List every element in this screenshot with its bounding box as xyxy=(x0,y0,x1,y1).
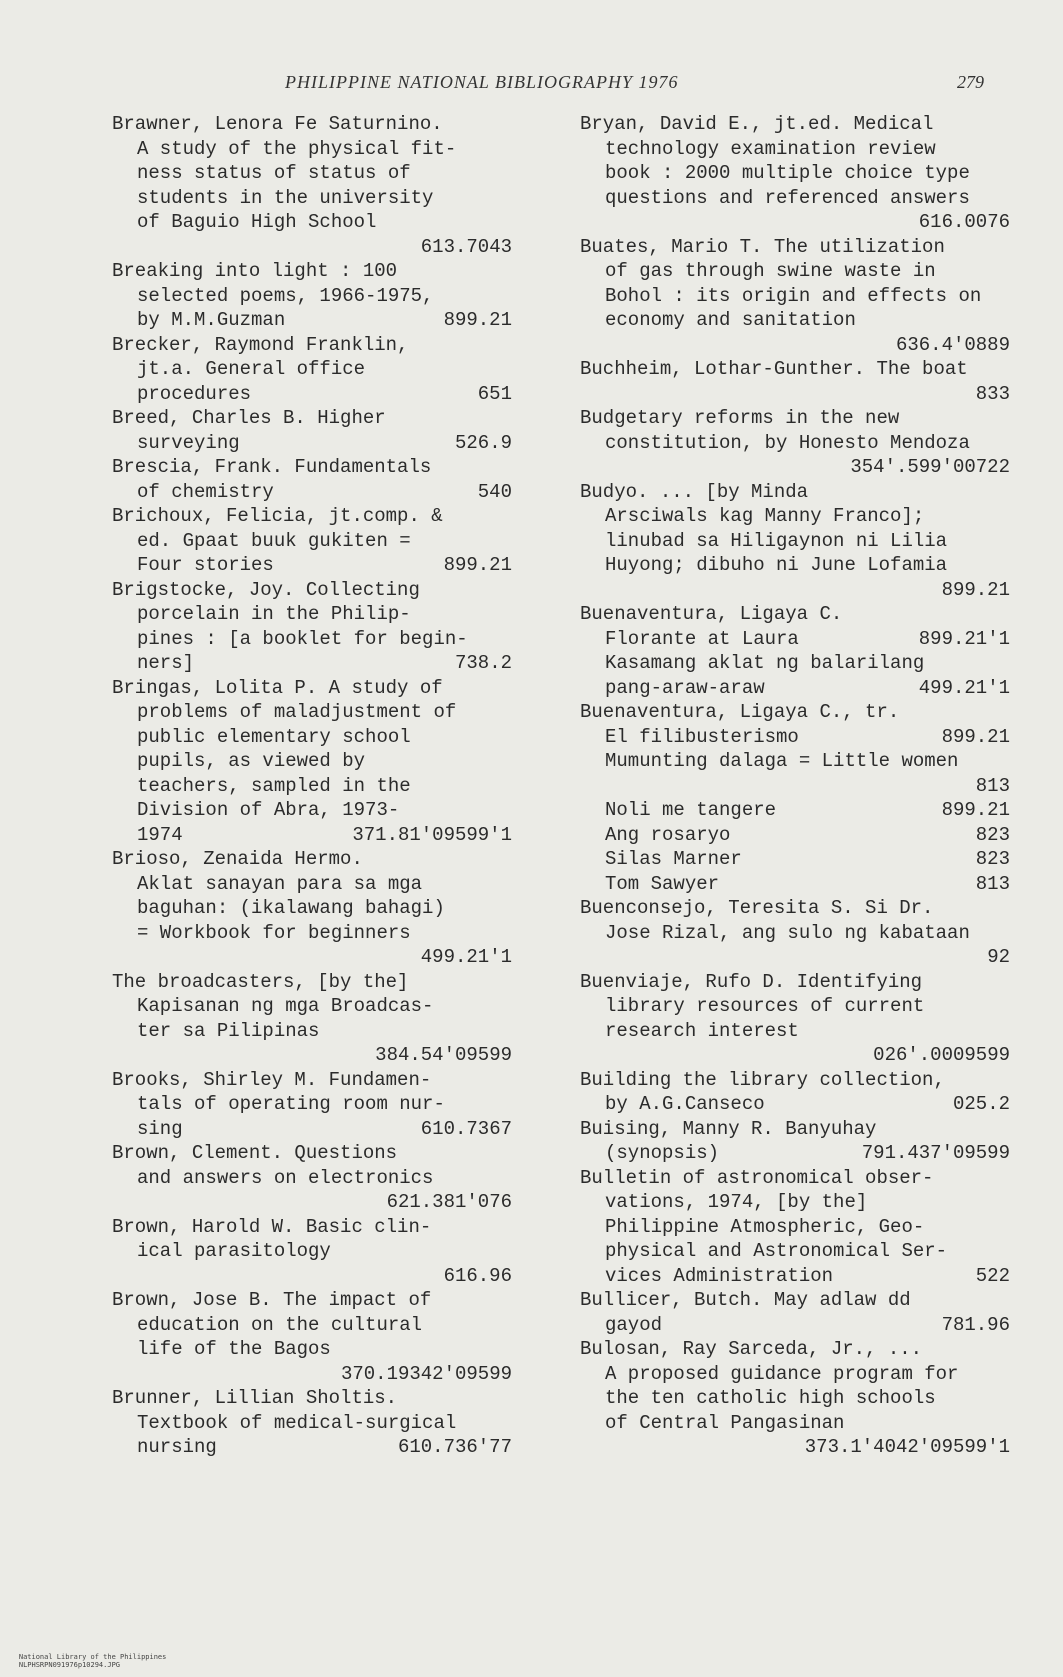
entry-text: research interest xyxy=(605,1019,799,1042)
entry-line xyxy=(580,1239,1010,1264)
entry-text: ed. Gpaat buuk gukiten = xyxy=(137,529,411,552)
entry-line xyxy=(580,1362,1010,1387)
entry-text: Ang rosaryo xyxy=(605,823,731,846)
entry-line xyxy=(580,382,1010,407)
class-number: 813 xyxy=(975,774,1010,797)
entry-text: Four stories xyxy=(137,554,274,576)
entry-text: problems of maladjustment of xyxy=(137,701,457,723)
entry-line xyxy=(580,1092,1010,1117)
entry-text: ter sa Pilipinas xyxy=(137,1019,320,1042)
entry-line xyxy=(580,945,1010,970)
entry-text: of Central Pangasinan xyxy=(605,1411,845,1434)
entry-text: education on the cultural xyxy=(137,1313,423,1336)
entry-line xyxy=(112,1141,512,1166)
bibliography-entry xyxy=(580,651,1010,700)
bibliography-entry xyxy=(112,406,512,455)
entry-text: the ten catholic high schools xyxy=(605,1387,936,1409)
entry-line xyxy=(112,161,512,186)
bibliography-entry xyxy=(580,406,1010,480)
entry-text: Buising, Manny R. Banyuhay xyxy=(580,1117,877,1140)
class-number: 833 xyxy=(975,382,1010,405)
entry-text: procedures xyxy=(137,382,252,405)
entry-line xyxy=(112,406,512,431)
entry-line xyxy=(112,578,512,603)
entry-text: Brunner, Lillian Sholtis. xyxy=(112,1387,398,1409)
entry-line xyxy=(580,1435,1010,1460)
entry-line xyxy=(580,455,1010,480)
entry-text: book : 2000 multiple choice type xyxy=(605,162,970,184)
entry-line xyxy=(112,480,512,505)
bibliography-entry xyxy=(112,1068,512,1142)
entry-text: A proposed guidance program for xyxy=(605,1362,959,1385)
entry-line xyxy=(112,1313,512,1338)
entry-line xyxy=(580,578,1010,603)
entry-text: Huyong; dibuho ni June Lofamia xyxy=(605,554,948,576)
entry-text: Buenconsejo, Teresita S. Si Dr. xyxy=(580,897,934,919)
entry-text: ness status of status of xyxy=(137,162,411,184)
class-number: 621.381'076 xyxy=(386,1191,512,1213)
class-number: 026'.0009599 xyxy=(873,1044,1010,1066)
class-number: 899.21 xyxy=(443,554,512,576)
class-number: 92 xyxy=(987,946,1010,968)
entry-line xyxy=(112,382,512,407)
entry-line xyxy=(112,749,512,774)
entry-line xyxy=(580,676,1010,701)
entry-text: Brecker, Raymond Franklin, xyxy=(112,333,409,356)
entry-line xyxy=(580,1166,1010,1191)
entry-line xyxy=(580,210,1010,235)
entry-text: Mumunting dalaga = Little women xyxy=(605,750,959,772)
entry-text: Arsciwals kag Manny Franco]; xyxy=(605,505,925,527)
class-number: 540 xyxy=(477,480,512,503)
entry-text: pines : [a booklet for begin- xyxy=(137,627,468,650)
entry-line xyxy=(112,235,512,260)
entry-text: sing xyxy=(137,1117,183,1140)
entry-line xyxy=(580,774,1010,799)
entry-text: Bullicer, Butch. May adlaw dd xyxy=(580,1289,911,1311)
entry-line xyxy=(580,112,1010,137)
bibliography-entry xyxy=(112,1215,512,1289)
class-number: 373.1'4042'09599'1 xyxy=(804,1436,1010,1458)
entry-text: Brown, Jose B. The impact of xyxy=(112,1289,432,1311)
entry-line xyxy=(580,504,1010,529)
entry-line xyxy=(112,725,512,750)
entry-text: Tom Sawyer xyxy=(605,872,720,895)
bibliography-entry xyxy=(112,676,512,848)
entry-line xyxy=(580,1386,1010,1411)
entry-line xyxy=(112,921,512,946)
entry-line xyxy=(112,651,512,676)
entry-line xyxy=(580,921,1010,946)
entry-line xyxy=(112,896,512,921)
page-title: PHILIPPINE NATIONAL BIBLIOGRAPHY 1976 xyxy=(285,72,679,92)
entry-line xyxy=(112,1288,512,1313)
entry-line xyxy=(112,798,512,823)
bibliography-entry xyxy=(112,112,512,259)
entry-text: Brown, Harold W. Basic clin- xyxy=(112,1215,432,1238)
entry-line xyxy=(112,284,512,309)
entry-line xyxy=(580,1117,1010,1142)
bibliography-entry xyxy=(580,1166,1010,1289)
entry-text: selected poems, 1966-1975, xyxy=(137,284,434,307)
class-number: 791.437'09599 xyxy=(861,1142,1010,1164)
entry-line xyxy=(112,333,512,358)
entry-text: Breed, Charles B. Higher xyxy=(112,407,386,429)
class-number: 526.9 xyxy=(454,431,512,454)
entry-text: physical and Astronomical Ser- xyxy=(605,1240,948,1262)
entry-line xyxy=(112,1068,512,1093)
entry-text: Buenviaje, Rufo D. Identifying xyxy=(580,970,923,993)
entry-text: Building the library collection, xyxy=(580,1068,945,1091)
entry-line xyxy=(580,1043,1010,1068)
entry-text: jt.a. General office xyxy=(137,358,366,380)
entry-line xyxy=(112,1166,512,1191)
entry-line xyxy=(112,1337,512,1362)
class-number: 499.21'1 xyxy=(918,676,1010,699)
bibliography-entry xyxy=(580,798,1010,823)
class-number: 813 xyxy=(975,872,1010,895)
entry-text: teachers, sampled in the xyxy=(137,774,411,797)
class-number: 899.21 xyxy=(941,725,1010,748)
entry-line xyxy=(112,994,512,1019)
entry-line xyxy=(112,774,512,799)
entry-line xyxy=(580,1019,1010,1044)
class-number: 899.21 xyxy=(941,578,1010,601)
entry-text: technology examination review xyxy=(605,137,936,160)
entry-line xyxy=(580,1141,1010,1166)
entry-line xyxy=(580,553,1010,578)
left-column xyxy=(112,112,512,1460)
entry-text: ical parasitology xyxy=(137,1240,331,1262)
page-number: 279 xyxy=(957,72,984,92)
entry-line xyxy=(580,1190,1010,1215)
entry-text: Bringas, Lolita P. A study of xyxy=(112,676,443,699)
class-number: 354'.599'00722 xyxy=(850,456,1010,478)
bibliography-entry xyxy=(112,1386,512,1460)
entry-line xyxy=(112,186,512,211)
class-number: 371.81'09599'1 xyxy=(352,823,512,846)
entry-line xyxy=(580,994,1010,1019)
bibliography-entry xyxy=(580,112,1010,235)
entry-line xyxy=(112,1435,512,1460)
entry-text: Brown, Clement. Questions xyxy=(112,1142,398,1164)
entry-line xyxy=(580,1313,1010,1338)
entry-line xyxy=(112,112,512,137)
entry-text: vices Administration xyxy=(605,1264,834,1287)
class-number: 384.54'09599 xyxy=(375,1044,512,1066)
bibliography-entry xyxy=(580,823,1010,848)
entry-text: life of the Bagos xyxy=(137,1338,331,1360)
entry-line xyxy=(112,1362,512,1387)
entry-text: surveying xyxy=(137,431,240,454)
entry-line xyxy=(112,529,512,554)
entry-line xyxy=(112,1019,512,1044)
entry-line xyxy=(112,970,512,995)
entry-line xyxy=(580,529,1010,554)
bibliography-entry xyxy=(580,480,1010,603)
entry-text: porcelain in the Philip- xyxy=(137,603,411,625)
class-number: 738.2 xyxy=(454,652,512,674)
class-number: 610.736'77 xyxy=(397,1436,512,1458)
entry-line xyxy=(112,210,512,235)
entry-line xyxy=(112,357,512,382)
entry-line xyxy=(112,700,512,725)
entry-line xyxy=(580,1288,1010,1313)
class-number: 616.0076 xyxy=(918,211,1010,233)
entry-text: Noli me tangere xyxy=(605,799,777,821)
entry-line xyxy=(112,1239,512,1264)
entry-text: Bohol : its origin and effects on xyxy=(605,284,982,307)
entry-line xyxy=(112,945,512,970)
entry-line xyxy=(580,406,1010,431)
entry-line xyxy=(580,308,1010,333)
entry-line xyxy=(580,1411,1010,1436)
entry-text: Aklat sanayan para sa mga xyxy=(137,872,423,895)
entry-line xyxy=(580,259,1010,284)
class-number: 651 xyxy=(477,382,512,405)
entry-line xyxy=(112,504,512,529)
entry-line xyxy=(112,1117,512,1142)
entry-line xyxy=(112,1264,512,1289)
bibliography-entry xyxy=(580,847,1010,872)
entry-line xyxy=(580,137,1010,162)
bibliography-entry xyxy=(580,1337,1010,1460)
entry-text: baguhan: (ikalawang bahagi) xyxy=(137,897,445,919)
entry-text: Bulosan, Ray Sarceda, Jr., ... xyxy=(580,1338,923,1360)
class-number: 823 xyxy=(975,823,1010,846)
entry-text: Brigstocke, Joy. Collecting xyxy=(112,578,420,601)
entry-text: Breaking into light : 100 xyxy=(112,260,398,282)
entry-line xyxy=(112,137,512,162)
class-number: 823 xyxy=(975,848,1010,870)
entry-line xyxy=(580,725,1010,750)
entry-text: Brioso, Zenaida Hermo. xyxy=(112,848,363,870)
bibliography-entry xyxy=(112,333,512,407)
bibliography-entry xyxy=(580,357,1010,406)
entry-text: Brooks, Shirley M. Fundamen- xyxy=(112,1068,432,1091)
bibliography-entry xyxy=(112,504,512,578)
entry-text: Kapisanan ng mga Broadcas- xyxy=(137,995,434,1017)
entry-line xyxy=(112,1411,512,1436)
bibliography-entry xyxy=(112,1141,512,1215)
entry-line xyxy=(580,749,1010,774)
entry-line xyxy=(112,847,512,872)
class-number: 899.21'1 xyxy=(918,627,1010,650)
entry-text: (synopsis) xyxy=(605,1142,720,1164)
entry-line xyxy=(580,602,1010,627)
class-number: 899.21 xyxy=(443,309,512,331)
entry-line xyxy=(112,872,512,897)
entry-text: Brichoux, Felicia, jt.comp. & xyxy=(112,505,443,527)
entry-text: Buates, Mario T. The utilization xyxy=(580,235,945,258)
entry-line xyxy=(112,1215,512,1240)
entry-text: Budgetary reforms in the new xyxy=(580,407,900,429)
entry-text: public elementary school xyxy=(137,725,411,748)
bibliography-entry xyxy=(580,896,1010,970)
entry-line xyxy=(580,333,1010,358)
bibliography-entry xyxy=(112,578,512,676)
entry-line xyxy=(580,970,1010,995)
entry-text: Jose Rizal, ang sulo ng kabataan xyxy=(605,921,970,944)
bibliography-entry xyxy=(580,1288,1010,1337)
class-number: 522 xyxy=(975,1264,1010,1287)
entry-text: The broadcasters, [by the] xyxy=(112,970,409,993)
class-number: 613.7043 xyxy=(420,235,512,258)
footer-library: National Library of the Philippines xyxy=(18,1653,167,1661)
entry-line xyxy=(580,896,1010,921)
class-number: 370.19342'09599 xyxy=(340,1362,512,1385)
entry-text: Budyo. ... [by Minda xyxy=(580,480,809,503)
bibliography-entry xyxy=(112,259,512,333)
entry-line xyxy=(580,1215,1010,1240)
entry-line xyxy=(580,186,1010,211)
entry-text: tals of operating room nur- xyxy=(137,1093,445,1115)
entry-text: = Workbook for beginners xyxy=(137,921,411,944)
entry-text: El filibusterismo xyxy=(605,725,799,748)
entry-text: 1974 xyxy=(137,823,183,846)
class-number: 899.21 xyxy=(941,799,1010,821)
class-number: 499.21'1 xyxy=(420,946,512,968)
entry-line xyxy=(112,1043,512,1068)
entry-text: Brescia, Frank. Fundamentals xyxy=(112,456,432,478)
entry-line xyxy=(112,1092,512,1117)
bibliography-entry xyxy=(580,872,1010,897)
entry-line xyxy=(112,1386,512,1411)
bibliography-entry xyxy=(112,455,512,504)
entry-text: constitution, by Honesto Mendoza xyxy=(605,431,970,454)
entry-text: Buenaventura, Ligaya C. xyxy=(580,603,843,625)
class-number: 616.96 xyxy=(443,1264,512,1287)
entry-line xyxy=(112,627,512,652)
entry-line xyxy=(580,1264,1010,1289)
entry-line xyxy=(580,161,1010,186)
entry-line xyxy=(112,602,512,627)
entry-line xyxy=(580,847,1010,872)
entry-text: linubad sa Hiligaynon ni Lilia xyxy=(605,529,948,552)
entry-line xyxy=(580,700,1010,725)
entry-text: and answers on electronics xyxy=(137,1166,434,1189)
footer-file: NLPHSRPN091976p10294.JPG xyxy=(18,1661,121,1669)
entry-line xyxy=(580,480,1010,505)
entry-text: Buchheim, Lothar-Gunther. The boat xyxy=(580,358,968,380)
entry-line xyxy=(580,823,1010,848)
entry-text: A study of the physical fit- xyxy=(137,137,457,160)
entry-text: Bulletin of astronomical obser- xyxy=(580,1166,934,1189)
entry-text: economy and sanitation xyxy=(605,309,856,331)
bibliography-entry xyxy=(112,1288,512,1386)
entry-line xyxy=(580,651,1010,676)
entry-line xyxy=(580,872,1010,897)
entry-text: of Baguio High School xyxy=(137,211,377,233)
entry-text: Philippine Atmospheric, Geo- xyxy=(605,1215,925,1238)
entry-text: by A.G.Canseco xyxy=(605,1093,765,1115)
bibliography-entry xyxy=(580,700,1010,749)
entry-text: ners] xyxy=(137,652,195,674)
class-number: 636.4'0889 xyxy=(895,333,1010,356)
bibliography-entry xyxy=(580,1068,1010,1117)
entry-text: vations, 1974, [by the] xyxy=(605,1191,868,1213)
entry-line xyxy=(112,1190,512,1215)
entry-text: Brawner, Lenora Fe Saturnino. xyxy=(112,113,443,135)
page-footer xyxy=(2,1645,184,1677)
entry-line xyxy=(112,308,512,333)
entry-text: gayod xyxy=(605,1313,663,1336)
entry-line xyxy=(580,627,1010,652)
entry-line xyxy=(580,284,1010,309)
entry-line xyxy=(580,798,1010,823)
entry-text: nursing xyxy=(137,1436,217,1458)
entry-text: Buenaventura, Ligaya C., tr. xyxy=(580,701,900,723)
class-number: 781.96 xyxy=(941,1313,1010,1336)
entry-text: by M.M.Guzman xyxy=(137,309,286,331)
entry-line xyxy=(112,431,512,456)
entry-text: library resources of current xyxy=(605,995,925,1017)
right-column xyxy=(580,112,1010,1460)
bibliography-entry xyxy=(112,970,512,1068)
entry-line xyxy=(112,823,512,848)
entry-line xyxy=(112,259,512,284)
entry-text: pupils, as viewed by xyxy=(137,750,366,772)
entry-line xyxy=(112,553,512,578)
entry-text: of chemistry xyxy=(137,480,274,503)
entry-line xyxy=(112,676,512,701)
entry-text: pang-araw-araw xyxy=(605,676,765,699)
entry-text: Bryan, David E., jt.ed. Medical xyxy=(580,113,934,135)
entry-line xyxy=(580,431,1010,456)
page-header xyxy=(0,72,1063,102)
bibliography-entry xyxy=(580,602,1010,651)
bibliography-entry xyxy=(580,970,1010,1068)
entry-text: Florante at Laura xyxy=(605,627,799,650)
bibliography-entry xyxy=(580,749,1010,798)
entry-text: Silas Marner xyxy=(605,848,742,870)
bibliography-entry xyxy=(580,235,1010,358)
entry-text: questions and referenced answers xyxy=(605,186,970,209)
entry-text: Division of Abra, 1973- xyxy=(137,799,400,821)
entry-line xyxy=(580,357,1010,382)
entry-line xyxy=(580,1068,1010,1093)
bibliography-entry xyxy=(112,847,512,970)
entry-text: Textbook of medical-surgical xyxy=(137,1411,457,1434)
entry-text: students in the university xyxy=(137,186,434,209)
entry-text: of gas through swine waste in xyxy=(605,260,936,282)
entry-line xyxy=(112,455,512,480)
entry-line xyxy=(580,235,1010,260)
entry-line xyxy=(580,1337,1010,1362)
class-number: 025.2 xyxy=(952,1093,1010,1115)
class-number: 610.7367 xyxy=(420,1117,512,1140)
entry-text: Kasamang aklat ng balarilang xyxy=(605,652,925,674)
bibliography-entry xyxy=(580,1117,1010,1166)
